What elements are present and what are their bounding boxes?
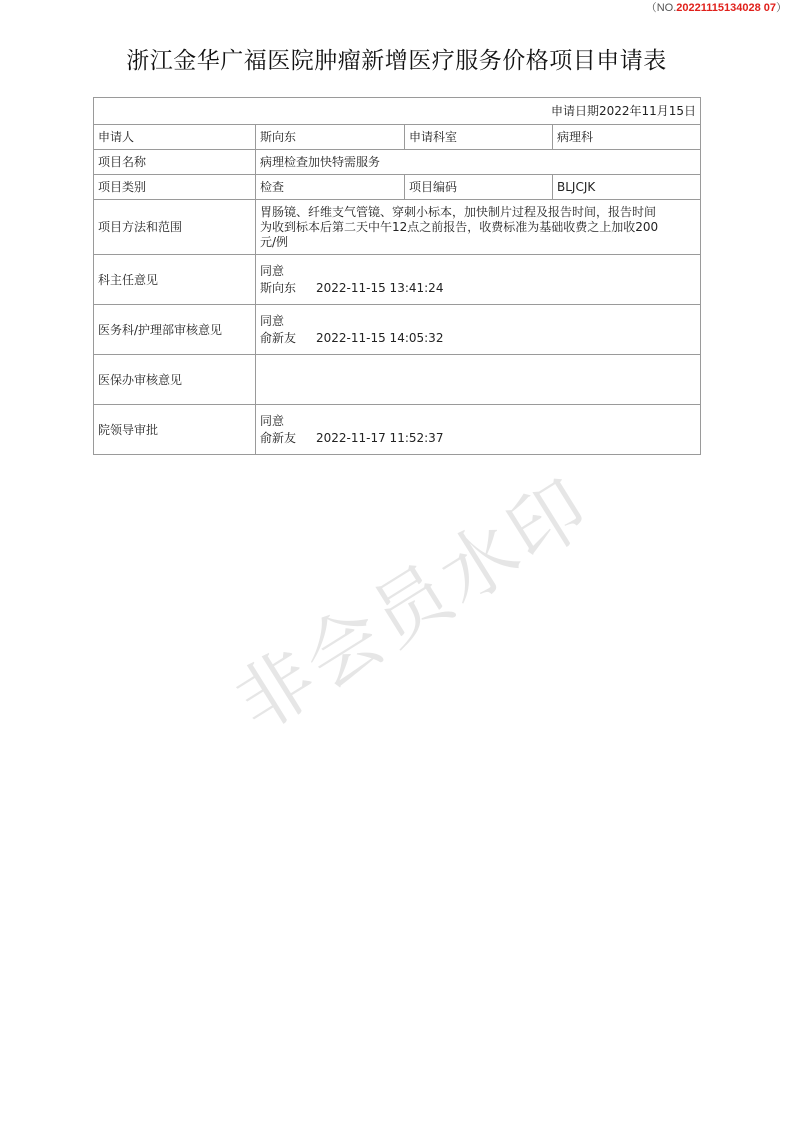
applicant-row <box>94 125 701 150</box>
watermark: 非会员水印 <box>219 460 607 749</box>
opinion-label: 院领导审批 <box>94 405 256 455</box>
project-name-label: 项目名称 <box>94 150 256 175</box>
opinion-time: 2022-11-17 11:52:37 <box>316 430 444 445</box>
category-value: 检查 <box>256 175 405 200</box>
applicant-label: 申请人 <box>94 125 256 150</box>
serial-suffix: ） <box>776 2 787 14</box>
opinion-row-director <box>94 255 701 305</box>
serial-number <box>646 0 787 16</box>
opinion-signer: 斯向东 <box>260 280 297 295</box>
opinion-status: 同意 <box>260 313 285 328</box>
applicant-value: 斯向东 <box>256 125 405 150</box>
opinion-row-insurance <box>94 355 701 405</box>
serial-number-value: 20221115134028 07 <box>676 2 776 14</box>
opinion-signer: 俞新友 <box>260 430 297 445</box>
opinion-signer: 俞新友 <box>260 330 297 345</box>
opinion-label: 医保办审核意见 <box>94 355 256 405</box>
opinion-row-medical <box>94 305 701 355</box>
opinion-signature <box>260 430 696 447</box>
application-form-table <box>93 97 701 455</box>
serial-prefix: （NO. <box>645 2 677 14</box>
category-row <box>94 175 701 200</box>
opinion-label: 医务科/护理部审核意见 <box>94 305 256 355</box>
opinion-content <box>256 305 701 355</box>
opinion-content <box>256 255 701 305</box>
range-label: 项目方法和范围 <box>94 200 256 255</box>
date-row <box>94 98 701 125</box>
opinion-content <box>256 355 701 405</box>
apply-date: 申请日期2022年11月15日 <box>94 98 701 125</box>
category-label: 项目类别 <box>94 175 256 200</box>
code-label: 项目编码 <box>405 175 553 200</box>
page-title: 浙江金华广福医院肿瘤新增医疗服务价格项目申请表 <box>126 48 667 74</box>
range-text: 胃肠镜、纤维支气管镜、穿刺小标本，加快制片过程及报告时间，报告时间为收到标本后第二天中午12点之前报告，收费标准为基础收费之上加收200元/例 <box>260 204 659 249</box>
dept-value: 病理科 <box>553 125 701 150</box>
code-value: BLJCJK <box>553 175 701 200</box>
opinion-status: 同意 <box>260 413 285 428</box>
opinion-signature <box>260 330 696 347</box>
opinion-row-leader <box>94 405 701 455</box>
opinion-time: 2022-11-15 13:41:24 <box>316 280 444 295</box>
dept-label: 申请科室 <box>405 125 553 150</box>
project-name-row <box>94 150 701 175</box>
range-row <box>94 200 701 255</box>
project-name-value: 病理检查加快特需服务 <box>256 150 701 175</box>
opinion-signature <box>260 280 696 297</box>
opinion-signature <box>260 371 696 388</box>
opinion-content <box>256 405 701 455</box>
opinion-label: 科主任意见 <box>94 255 256 305</box>
opinion-status: 同意 <box>260 263 285 278</box>
opinion-time: 2022-11-15 14:05:32 <box>316 330 444 345</box>
range-value <box>256 200 701 255</box>
